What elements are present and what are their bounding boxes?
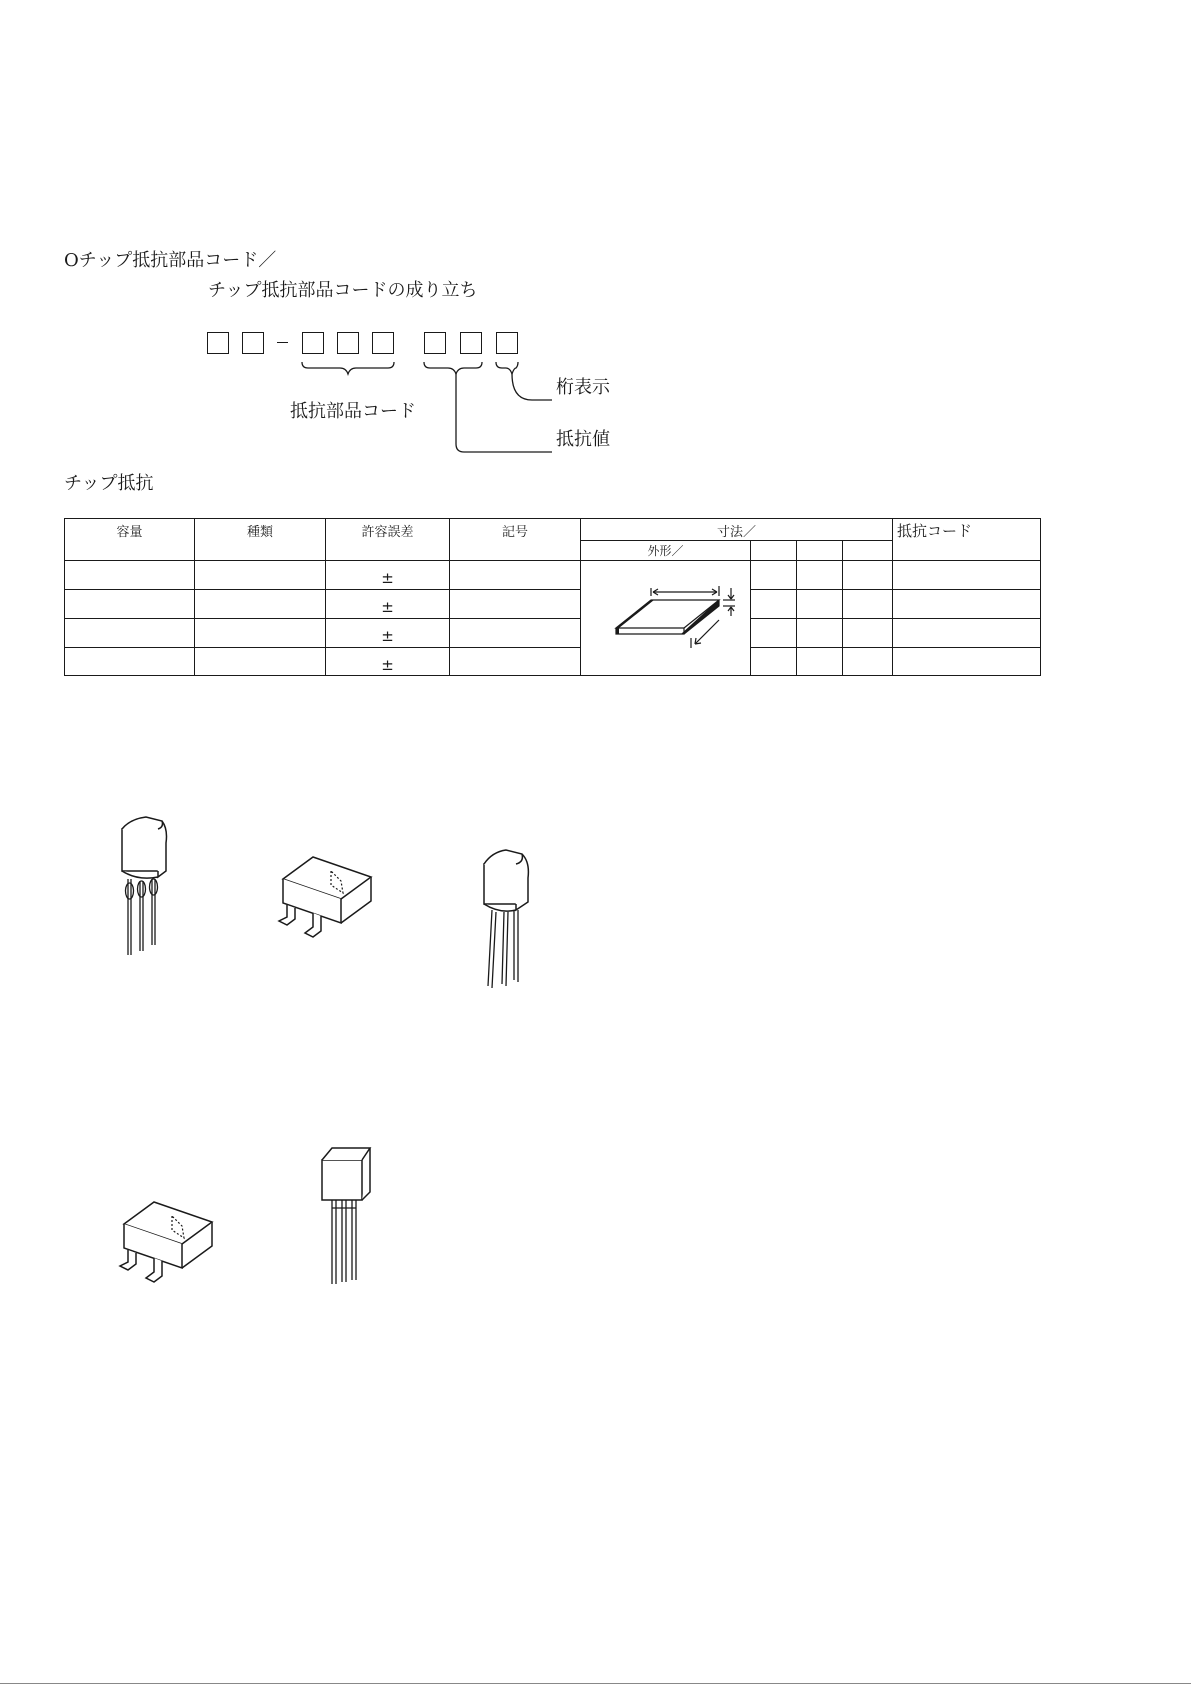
cell-symbol	[450, 619, 581, 648]
chip-outline-cell	[581, 561, 751, 676]
cell-capacity	[65, 648, 195, 676]
cell-resistor-code	[893, 648, 1041, 676]
cell-capacity	[65, 619, 195, 648]
to92-transistor-small-icon	[478, 848, 538, 990]
cell-symbol	[450, 561, 581, 590]
cell-dim-3	[843, 561, 893, 590]
to92-transistor-icon	[110, 815, 180, 961]
header-type: 種類	[195, 519, 326, 561]
cell-dim-3	[843, 619, 893, 648]
cell-tolerance: ±	[326, 648, 450, 676]
cell-type	[195, 619, 326, 648]
sot23-chip-icon	[275, 853, 375, 939]
header-tolerance: 許容誤差	[326, 519, 450, 561]
cell-symbol	[450, 648, 581, 676]
cell-symbol	[450, 590, 581, 619]
chip-resistor-outline-icon	[591, 568, 741, 668]
label-part-code: 抵抗部品コード	[290, 401, 416, 422]
cell-tolerance: ±	[326, 561, 450, 590]
table-row	[65, 619, 1041, 648]
table-row	[65, 648, 1041, 676]
cell-capacity	[65, 561, 195, 590]
cell-tolerance: ±	[326, 590, 450, 619]
label-value: 抵抗値	[556, 429, 610, 450]
cell-tolerance: ±	[326, 619, 450, 648]
page-bottom-rule	[0, 1683, 1191, 1684]
header-dim-3	[843, 541, 893, 561]
header-dimensions: 寸法／	[581, 519, 893, 541]
cell-dim-2	[797, 619, 843, 648]
cell-dim-1	[751, 561, 797, 590]
cell-type	[195, 561, 326, 590]
cell-dim-3	[843, 648, 893, 676]
code-structure-subtitle: チップ抵抗部品コードの成り立ち	[208, 280, 478, 301]
cell-resistor-code	[893, 619, 1041, 648]
cell-dim-3	[843, 590, 893, 619]
to126-transistor-icon	[318, 1146, 378, 1288]
header-outline: 外形／	[581, 541, 751, 561]
chip-resistor-table	[64, 518, 1040, 672]
cell-dim-1	[751, 619, 797, 648]
table-title: チップ抵抗	[64, 473, 154, 494]
header-resistor-code: 抵抗コード	[893, 519, 1041, 561]
header-symbol: 記号	[450, 519, 581, 561]
cell-dim-1	[751, 590, 797, 619]
cell-capacity	[65, 590, 195, 619]
cell-resistor-code	[893, 590, 1041, 619]
sot23-chip-icon-2	[116, 1198, 216, 1284]
header-dim-1	[751, 541, 797, 561]
cell-resistor-code	[893, 561, 1041, 590]
header-dim-2	[797, 541, 843, 561]
cell-dim-2	[797, 561, 843, 590]
label-digit: 桁表示	[556, 377, 610, 398]
cell-type	[195, 590, 326, 619]
cell-dim-2	[797, 590, 843, 619]
table-row	[65, 590, 1041, 619]
cell-type	[195, 648, 326, 676]
cell-dim-1	[751, 648, 797, 676]
table-row	[65, 561, 1041, 590]
cell-dim-2	[797, 648, 843, 676]
section-title: Oチップ抵抗部品コード／	[64, 250, 277, 271]
header-capacity: 容量	[65, 519, 195, 561]
